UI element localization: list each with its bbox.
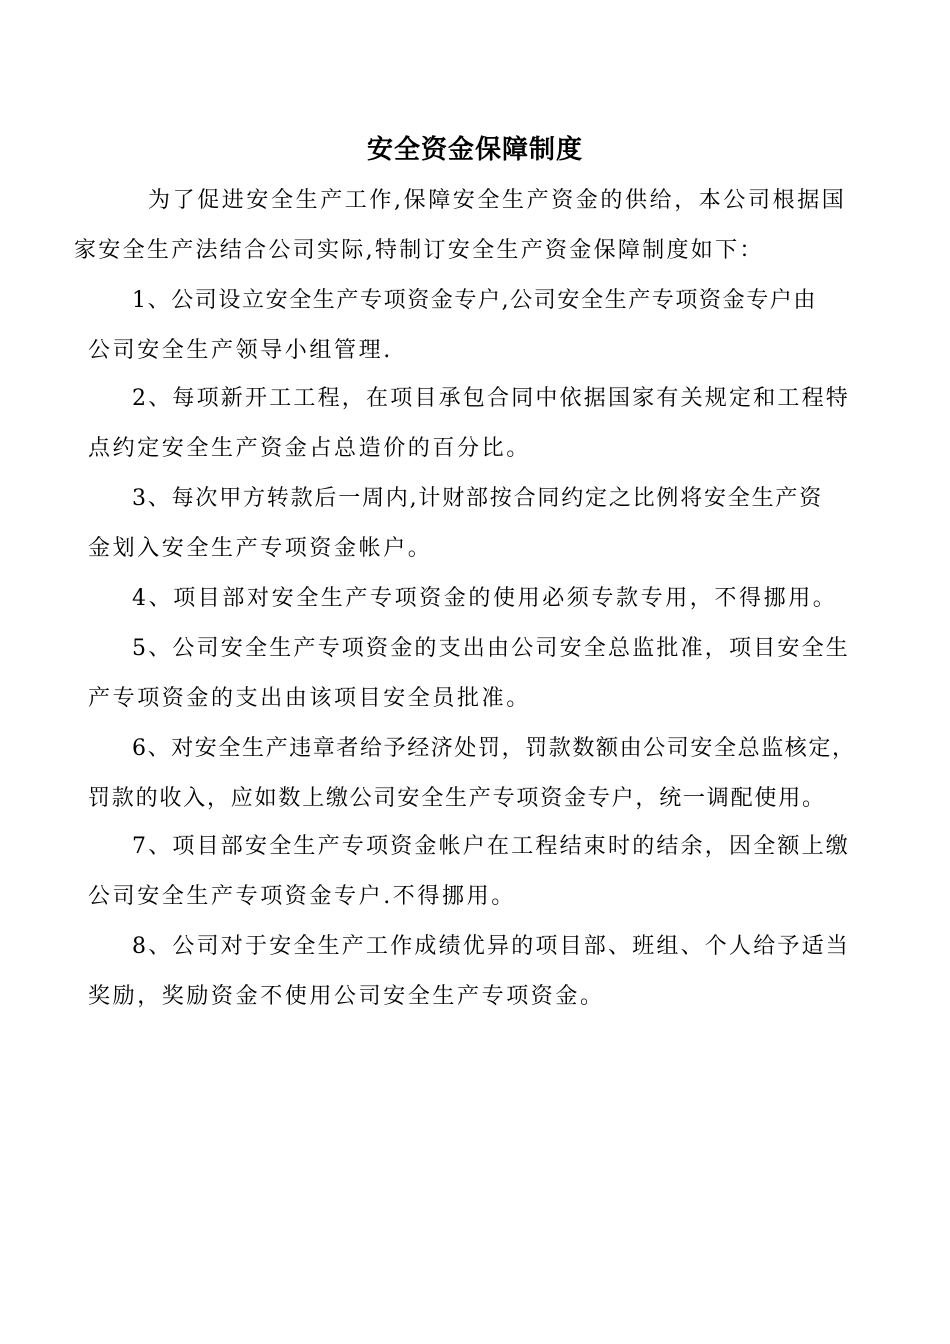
intro-line-1: 为了促进安全生产工作,保障安全生产资金的供给，本公司根据国 — [148, 188, 847, 213]
item-4-line-1: 4、项目部对安全生产专项资金的使用必须专款专用，不得挪用。 — [132, 586, 838, 611]
item-8-line-1: 8、公司对于安全生产工作成绩优异的项目部、班组、个人给予适当 — [132, 934, 850, 959]
document-title: 安全资金保障制度 — [366, 135, 583, 165]
item-3-line-2: 金划入安全生产专项资金帐户。 — [88, 536, 433, 561]
item-1-line-2: 公司安全生产领导小组管理. — [88, 338, 393, 363]
item-2-line-1: 2、每项新开工工程，在项目承包合同中依据国家有关规定和工程特 — [132, 386, 850, 411]
item-7-line-1: 7、项目部安全生产专项资金帐户在工程结束时的结余，因全额上缴 — [132, 834, 850, 859]
item-8-line-2: 奖励，奖励资金不使用公司安全生产专项资金。 — [88, 984, 605, 1009]
item-2-line-2: 点约定安全生产资金占总造价的百分比。 — [88, 436, 531, 461]
item-1-line-1: 1、公司设立安全生产专项资金专户,公司安全生产专项资金专户由 — [132, 288, 817, 313]
item-5-line-1: 5、公司安全生产专项资金的支出由公司安全总监批准，项目安全生 — [132, 636, 850, 661]
item-6-line-1: 6、对安全生产违章者给予经济处罚，罚款数额由公司安全总监核定， — [132, 736, 856, 761]
item-3-line-1: 3、每次甲方转款后一周内,计财部按合同约定之比例将安全生产资 — [132, 486, 823, 511]
item-6-line-2: 罚款的收入，应如数上缴公司安全生产专项资金专户，统一调配使用。 — [88, 786, 826, 811]
item-7-line-2: 公司安全生产专项资金专户.不得挪用。 — [88, 884, 516, 909]
item-5-line-2: 产专项资金的支出由该项目安全员批准。 — [88, 686, 531, 711]
intro-line-2: 家安全生产法结合公司实际,特制订安全生产资金保障制度如下： — [74, 238, 764, 263]
